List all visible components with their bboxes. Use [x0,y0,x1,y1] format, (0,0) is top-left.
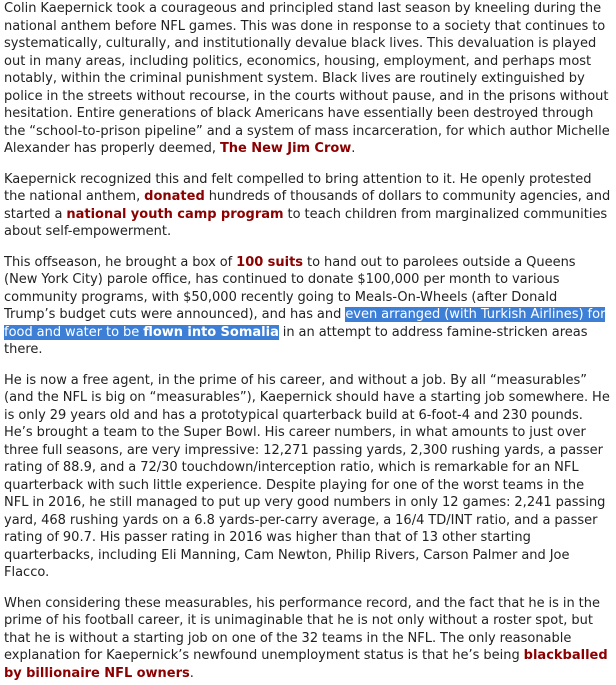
link-100-suits[interactable]: 100 suits [236,254,304,270]
paragraph-text: to teach children from marginalized communities about self-empowerment. [4,206,608,239]
paragraph-text: This offseason, he brought a box of [4,254,237,270]
link-national-youth-camp-program[interactable]: national youth camp program [66,206,284,222]
paragraph-5 [4,595,612,683]
paragraph-2 [4,171,612,241]
link-the-new-jim-crow[interactable]: The New Jim Crow [219,141,352,156]
paragraph-text: When considering these measurables, his performance record, and the fact that he is in the prime of his football career, it is unimaginable that he is not only without a roster spot, but that he is without a starting job on one of the 32 teams in the NFL. The only reasonable explanation for Kaepernick’s newfound unemployment status is that he’s being [4,595,600,663]
paragraph-text: Colin Kaepernick took a courageous and principled stand last season by kneeling during the national anthem before NFL games. This was done in response to a society that continues to systematically, culturally, and institutionally devalue black lives. This devaluation is played out in many areas, including politics, economics, housing, employment, and perhaps most notably, within the criminal punishment system. Black lives are routinely extinguished by police in the streets without recourse, in the courts without pause, and in the prisons without hesitation. Entire generations of black Americans have essentially been destroyed through the “school-to-prison pipeline” and a system of mass incarceration, for which author Michelle Alexander has properly deemed, [4,1,610,156]
link-donated[interactable]: donated [144,189,205,204]
paragraph-3 [4,254,612,359]
link-flown-into-somalia[interactable]: flown into Somalia [143,324,279,340]
paragraph-1 [4,0,612,158]
paragraph-text: Kaepernick recognized this and felt compelled to bring attention to it. He openly protested the national anthem, [4,171,592,204]
paragraph-text: in an attempt to address famine-stricken areas there. [4,324,588,357]
paragraph-4 [4,372,612,582]
paragraph-text: He is now a free agent, in the prime of his career, and without a job. By all “measurables” (and the NFL is big on “measurables”), Kaepernick should have a starting job somewhere. He is only 29 years old and has a prototypical quarterback build at 6-foot-4 and 230 pounds. He’s brought a team to the Super Bowl. His career numbers, in what amounts to just over three full seasons, are very impressive: 12,271 passing yards, 2,300 rushing yards, a passer rating of 88.9, and a 72/30 touchdown/interception ratio, which is remarkable for an NFL quarterback with such little experience. Despite playing for one of the worst teams in the NFL in 2016, he still managed to put up very good numbers in only 12 games: 2,241 passing yard, 468 rushing yards on a 6.8 yards-per-carry average, a 16/4 TD/INT ratio, and a passer rating of 90.7. His passer rating in 2016 was higher than that of 13 other starting quarterbacks, including Eli Manning, Cam Newton, Philip Rivers, Carson Palmer and Joe Flacco. [4,372,610,580]
link-blackballed-by-billionaire-nfl-owners[interactable]: blackballed by billionaire NFL owners [4,648,608,681]
paragraph-text: to hand out to parolees outside a Queens (New York City) parole office, has continued to donate $100,000 per month to various community programs, with $50,000 recently going to Meals-On-Wheels (after Donald Trump’s budget cuts were announced), and has and [4,254,576,322]
paragraph-text: . [189,665,194,681]
highlighted-text: even arranged (with Turkish Airlines) for food and water to be [4,307,606,340]
paragraph-text: hundreds of thousands of dollars to community agencies, and started a [4,189,611,222]
paragraph-text: . [351,141,356,156]
